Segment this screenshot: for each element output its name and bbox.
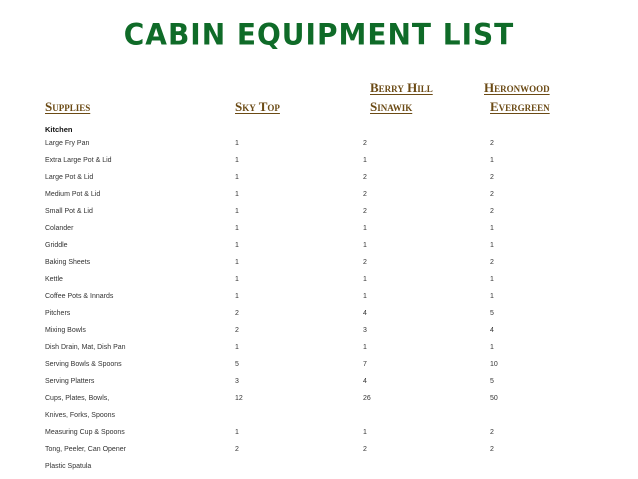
table-row: [0, 429, 638, 443]
heronwood-evergreen-qty: 5: [490, 378, 494, 385]
item-name: Colander: [45, 225, 74, 232]
berry-hill-sinawik-qty: 2: [363, 259, 367, 266]
table-row: [0, 208, 638, 222]
sky-top-qty: 1: [235, 157, 239, 164]
table-row: [0, 276, 638, 290]
table-row: [0, 174, 638, 188]
item-name: Large Pot & Lid: [45, 174, 94, 181]
heronwood-evergreen-qty: 50: [490, 395, 498, 402]
berry-hill-sinawik-qty: 1: [363, 293, 367, 300]
table-row: [0, 395, 638, 409]
sky-top-qty: 1: [235, 276, 239, 283]
berry-hill-sinawik-qty: 4: [363, 378, 367, 385]
sky-top-qty: 1: [235, 174, 239, 181]
berry-hill-sinawik-qty: 2: [363, 208, 367, 215]
header-sky-top: Sky Top: [235, 99, 280, 114]
item-name: Serving Bowls & Spoons: [45, 361, 122, 368]
sky-top-qty: 1: [235, 293, 239, 300]
heronwood-evergreen-qty: 1: [490, 225, 494, 232]
section-heading-kitchen: Kitchen: [45, 125, 73, 134]
heronwood-evergreen-qty: 2: [490, 259, 494, 266]
sky-top-qty: 1: [235, 225, 239, 232]
item-name: Dish Drain, Mat, Dish Pan: [45, 344, 126, 351]
table-row: [0, 327, 638, 341]
item-name: Griddle: [45, 242, 68, 249]
item-name: Serving Platters: [45, 378, 95, 385]
heronwood-evergreen-qty: 1: [490, 293, 494, 300]
berry-hill-sinawik-qty: 1: [363, 157, 367, 164]
table-row: [0, 344, 638, 358]
item-name: Cups, Plates, Bowls,: [45, 395, 110, 402]
header-supplies: Supplies: [45, 99, 91, 114]
item-name: Small Pot & Lid: [45, 208, 93, 215]
item-name: Kettle: [45, 276, 63, 283]
item-name: Measuring Cup & Spoons: [45, 429, 125, 436]
berry-hill-sinawik-qty: 7: [363, 361, 367, 368]
item-name: Baking Sheets: [45, 259, 91, 266]
sky-top-qty: 3: [235, 378, 239, 385]
item-name: Tong, Peeler, Can Opener: [45, 446, 126, 453]
header-heronwood: Heronwood: [484, 80, 550, 95]
berry-hill-sinawik-qty: 2: [363, 140, 367, 147]
heronwood-evergreen-qty: 10: [490, 361, 498, 368]
item-name: Mixing Bowls: [45, 327, 86, 334]
table-row: [0, 378, 638, 392]
sky-top-qty: 1: [235, 208, 239, 215]
berry-hill-sinawik-qty: 1: [363, 225, 367, 232]
sky-top-qty: 5: [235, 361, 239, 368]
item-name: Coffee Pots & Innards: [45, 293, 114, 300]
sky-top-qty: 2: [235, 446, 239, 453]
table-row: [0, 157, 638, 171]
berry-hill-sinawik-qty: 2: [363, 191, 367, 198]
berry-hill-sinawik-qty: 4: [363, 310, 367, 317]
berry-hill-sinawik-qty: 2: [363, 446, 367, 453]
berry-hill-sinawik-qty: 3: [363, 327, 367, 334]
table-row: [0, 293, 638, 307]
heronwood-evergreen-qty: 1: [490, 276, 494, 283]
table-row: [0, 225, 638, 239]
sky-top-qty: 1: [235, 242, 239, 249]
item-name: Medium Pot & Lid: [45, 191, 101, 198]
heronwood-evergreen-qty: 1: [490, 344, 494, 351]
table-row: [0, 310, 638, 324]
heronwood-evergreen-qty: 2: [490, 174, 494, 181]
berry-hill-sinawik-qty: 1: [363, 344, 367, 351]
heronwood-evergreen-qty: 1: [490, 242, 494, 249]
sky-top-qty: 1: [235, 140, 239, 147]
sky-top-qty: 1: [235, 429, 239, 436]
header-evergreen: Evergreen: [490, 99, 550, 114]
sky-top-qty: 2: [235, 327, 239, 334]
item-name: Large Fry Pan: [45, 140, 90, 147]
header-berry-hill: Berry Hill: [370, 80, 433, 95]
sky-top-qty: 2: [235, 310, 239, 317]
sky-top-qty: 1: [235, 191, 239, 198]
table-row: [0, 191, 638, 205]
table-row: [0, 412, 638, 426]
table-row: [0, 242, 638, 256]
table-row: [0, 259, 638, 273]
heronwood-evergreen-qty: 2: [490, 191, 494, 198]
berry-hill-sinawik-qty: 1: [363, 276, 367, 283]
item-name: Pitchers: [45, 310, 71, 317]
sky-top-qty: 1: [235, 344, 239, 351]
heronwood-evergreen-qty: 2: [490, 208, 494, 215]
heronwood-evergreen-qty: 2: [490, 446, 494, 453]
item-name: Extra Large Pot & Lid: [45, 157, 112, 164]
item-name: Knives, Forks, Spoons: [45, 412, 116, 419]
berry-hill-sinawik-qty: 1: [363, 429, 367, 436]
page-title: CABIN EQUIPMENT LIST: [123, 17, 515, 52]
heronwood-evergreen-qty: 1: [490, 157, 494, 164]
table-row: [0, 361, 638, 375]
table-row: [0, 463, 638, 477]
heronwood-evergreen-qty: 2: [490, 140, 494, 147]
heronwood-evergreen-qty: 5: [490, 310, 494, 317]
heronwood-evergreen-qty: 4: [490, 327, 494, 334]
heronwood-evergreen-qty: 2: [490, 429, 494, 436]
table-row: [0, 140, 638, 154]
berry-hill-sinawik-qty: 1: [363, 242, 367, 249]
item-name: Plastic Spatula: [45, 463, 92, 470]
berry-hill-sinawik-qty: 26: [363, 395, 371, 402]
berry-hill-sinawik-qty: 2: [363, 174, 367, 181]
sky-top-qty: 12: [235, 395, 243, 402]
sky-top-qty: 1: [235, 259, 239, 266]
table-row: [0, 446, 638, 460]
header-sinawik: Sinawik: [370, 99, 413, 114]
